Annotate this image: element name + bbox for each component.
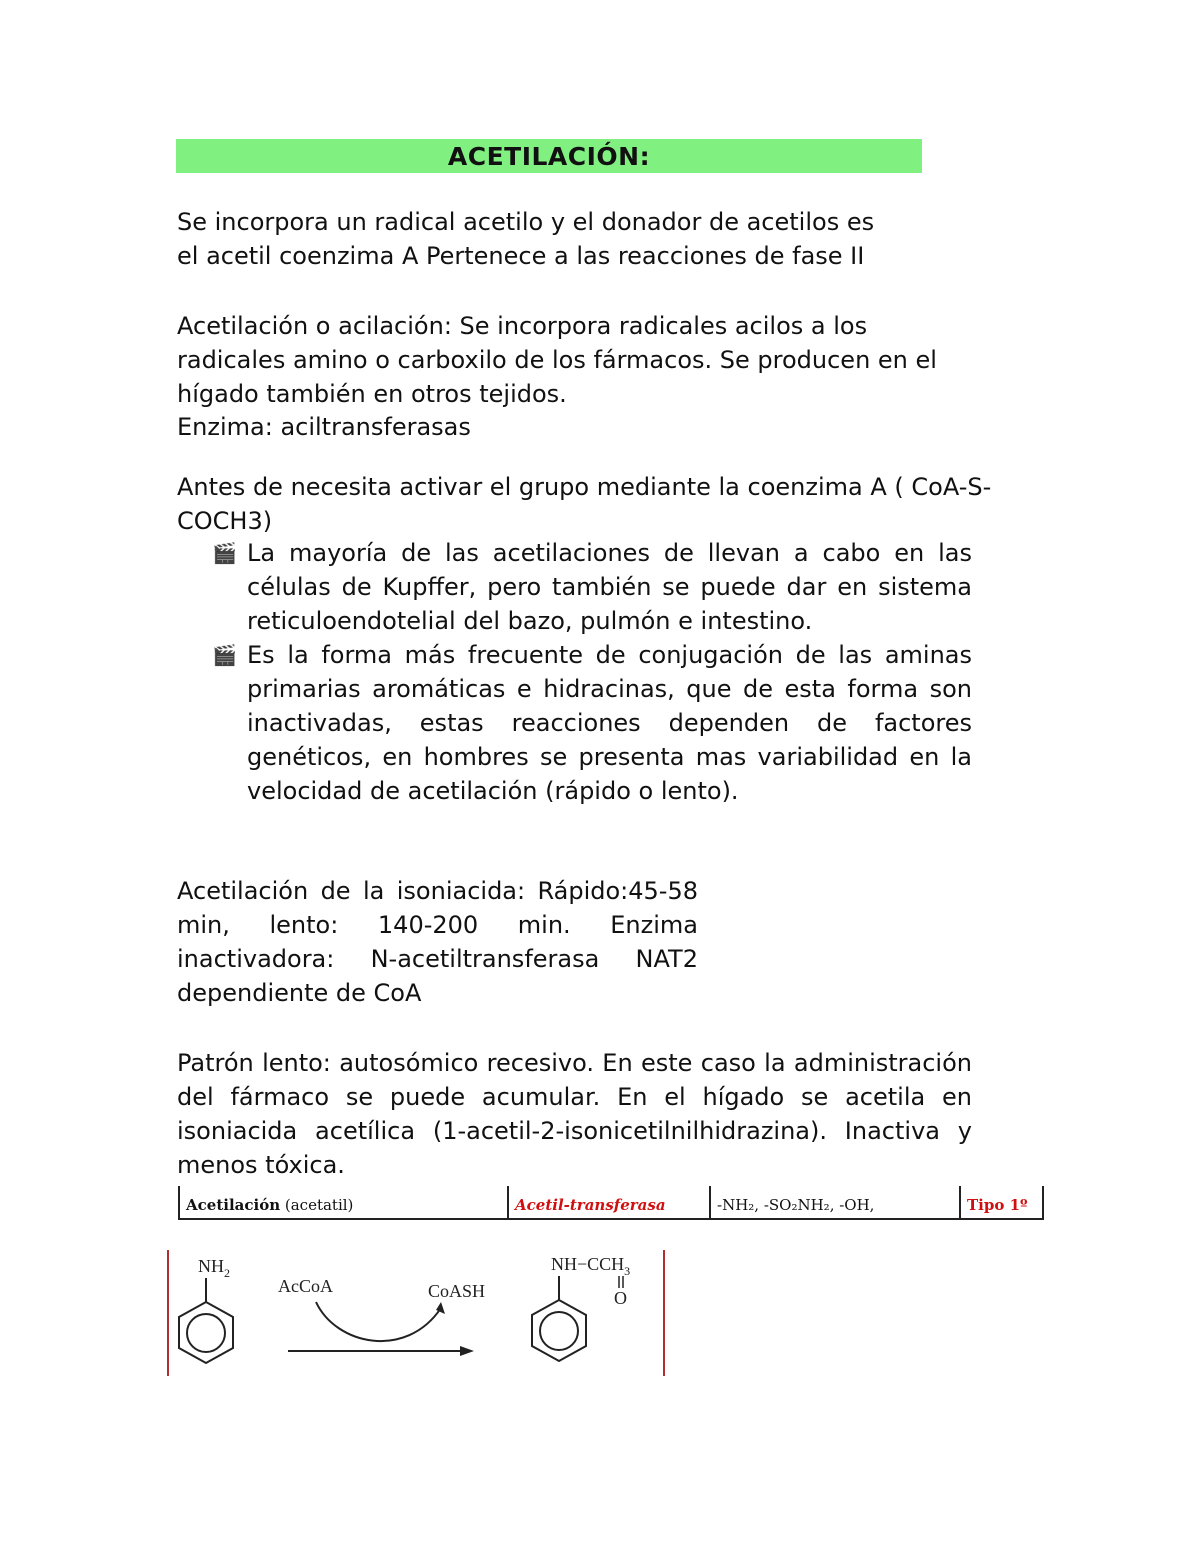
reaction-cell bbox=[179, 1186, 508, 1219]
clapperboard-icon: 🎬 bbox=[212, 541, 237, 565]
aromatic-circle bbox=[540, 1312, 578, 1350]
cofactor-in-label: AcCoA bbox=[278, 1276, 333, 1296]
product-subscript: 3 bbox=[624, 1264, 631, 1278]
slow-pattern-paragraph: Patrón lento: autosómico recesivo. En este caso la administración del fármaco se puede acumular. En el hígado se acetila en isoniacida acetílica (1-acetil-2-isonicetilnilhidrazina). Inactiva y menos tóxica. bbox=[177, 1049, 972, 1179]
bullet-text: Es la forma más frecuente de conjugación de las aminas primarias aromáticas e hidracinas, que de esta forma son inactivadas, estas reacciones dependen de factores genéticos, en hombres se presenta mas variabilidad en la velocidad de acetilación (rápido o lento). bbox=[247, 641, 972, 805]
acetanilide-structure bbox=[532, 1254, 630, 1361]
svg-text:NH−CCH3 bbox=[551, 1254, 630, 1278]
reactant-subscript: 2 bbox=[224, 1266, 230, 1280]
cofactor-out-label: CoASH bbox=[428, 1281, 486, 1301]
product-oxygen: O bbox=[614, 1288, 627, 1308]
type-cell: Tipo 1º bbox=[960, 1186, 1043, 1219]
reaction-table bbox=[178, 1186, 1044, 1220]
enzyme-line: Enzima: aciltransferasas bbox=[177, 413, 471, 441]
reaction-arrow-head bbox=[460, 1346, 474, 1356]
enzyme-cell: Acetil-transferasa bbox=[508, 1186, 710, 1219]
acetylation-reaction-diagram bbox=[166, 1250, 676, 1378]
page-title: ACETILACIÓN: bbox=[176, 139, 922, 173]
reaction-name: Acetilación bbox=[186, 1196, 281, 1214]
reaction-note: (acetatil) bbox=[284, 1196, 354, 1214]
coenzyme-paragraph: Antes de necesita activar el grupo mediante la coenzima A ( CoA-S-COCH3) bbox=[177, 473, 992, 535]
bullet-list bbox=[212, 536, 972, 808]
svg-text:NH2 bbox=[198, 1256, 230, 1280]
intro-paragraph: Se incorpora un radical acetilo y el donador de acetilos es el acetil coenzima A Pertenece a las reacciones de fase II bbox=[177, 208, 875, 270]
aromatic-circle bbox=[187, 1314, 225, 1352]
list-item bbox=[212, 638, 972, 808]
clapperboard-icon: 🎬 bbox=[212, 643, 237, 667]
groups-cell: -NH₂, -SO₂NH₂, -OH, bbox=[710, 1186, 960, 1219]
curved-arrow bbox=[316, 1302, 441, 1341]
reaction-arrow-group bbox=[278, 1276, 485, 1356]
list-item bbox=[212, 536, 972, 638]
isoniazid-paragraph: Acetilación de la isoniacida: Rápido:45-58 min, lento: 140-200 min. Enzima inactivadora: N-acetiltransferasa NAT2 dependiente de CoA bbox=[177, 877, 698, 1007]
bullet-text: La mayoría de las acetilaciones de llevan a cabo en las células de Kupffer, pero también se puede dar en sistema reticuloendotelial del bazo, pulmón e intestino. bbox=[247, 539, 972, 635]
aniline-structure bbox=[179, 1256, 233, 1363]
reactant-group: NH bbox=[198, 1256, 224, 1276]
product-group: NH−CCH bbox=[551, 1254, 625, 1274]
table-row bbox=[179, 1186, 1043, 1219]
acylation-paragraph: Acetilación o acilación: Se incorpora radicales acilos a los radicales amino o carboxilo de los fármacos. Se producen en el hígado también en otros tejidos. bbox=[177, 312, 937, 408]
